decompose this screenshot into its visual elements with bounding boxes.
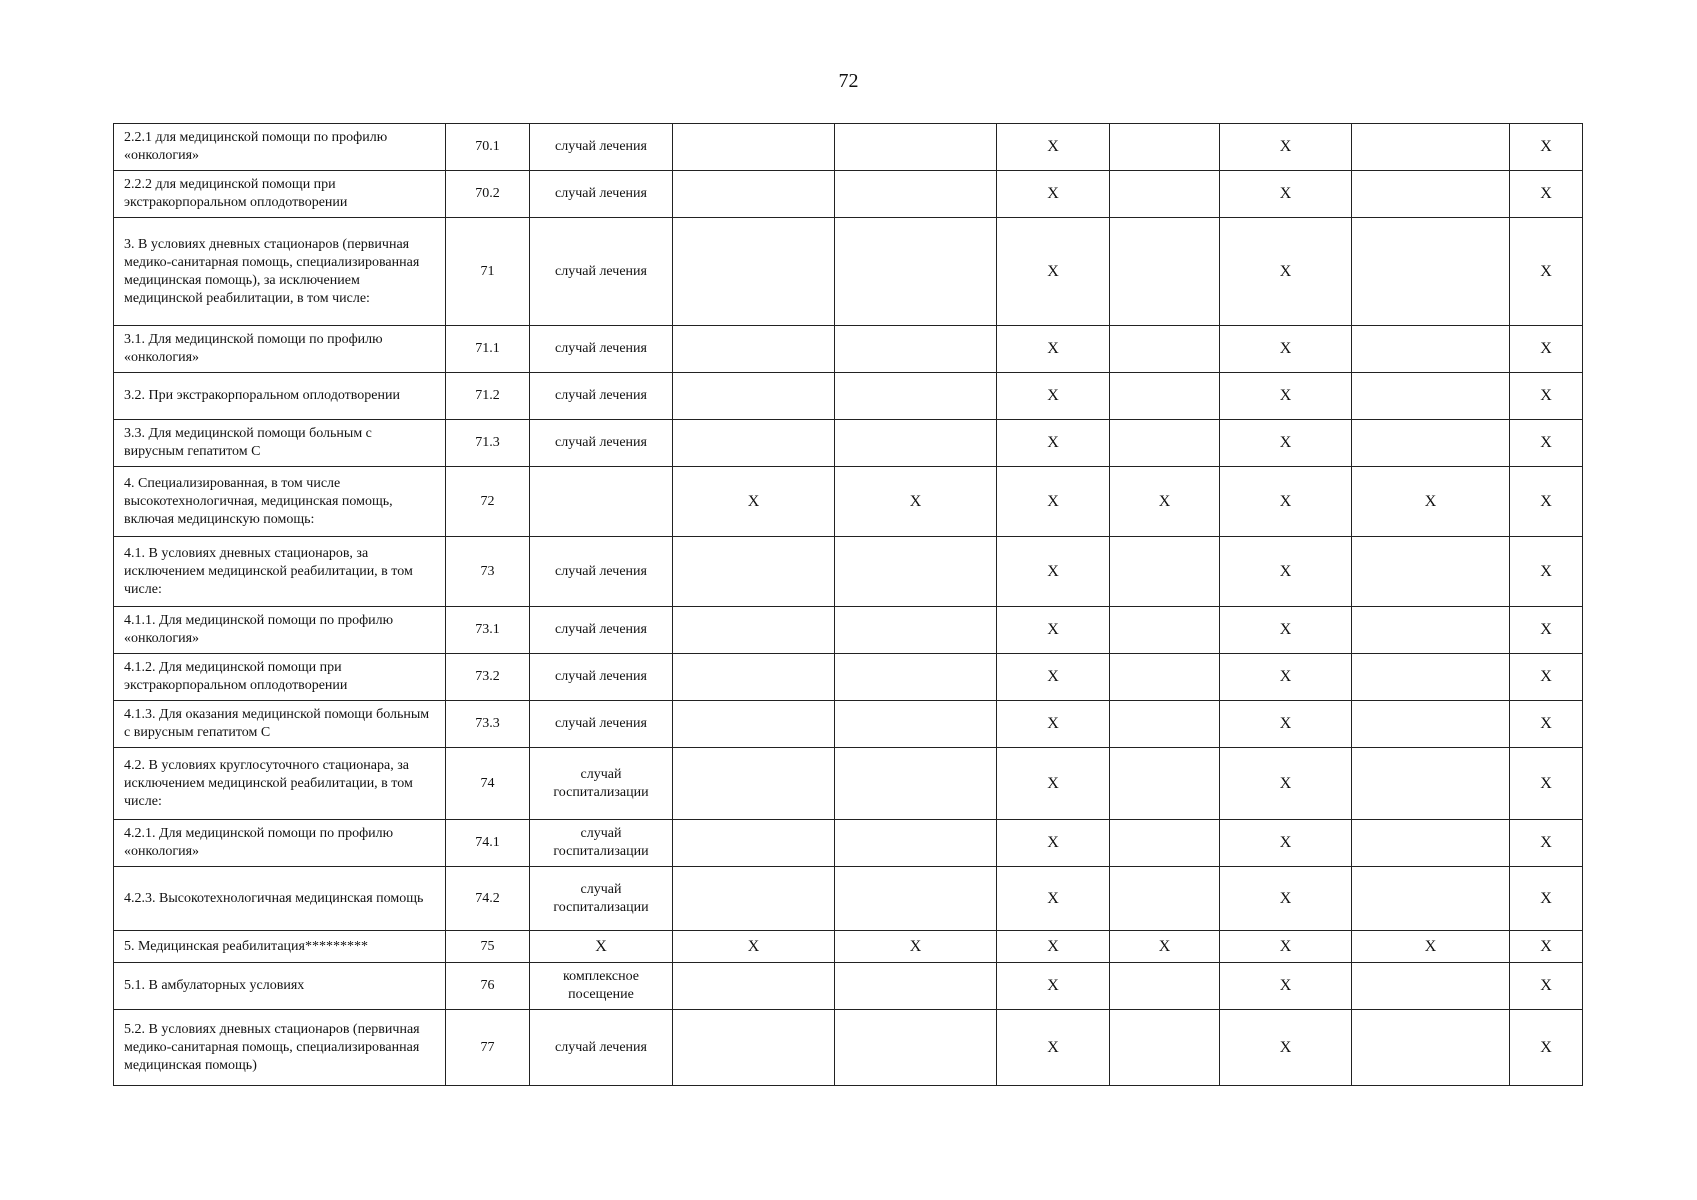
row-value-cell: [1110, 171, 1220, 218]
row-value-cell: X: [1510, 420, 1583, 467]
row-value-cell: [835, 373, 997, 420]
row-value-cell: [1110, 820, 1220, 867]
row-value-cell: [1110, 537, 1220, 607]
row-value-cell: X: [997, 171, 1110, 218]
row-value-cell: [835, 701, 997, 748]
row-value-cell: X: [997, 748, 1110, 820]
row-value-cell: [673, 218, 835, 326]
data-table: [113, 123, 1583, 1086]
row-value-cell: X: [1220, 1010, 1352, 1086]
row-value-cell: [835, 420, 997, 467]
row-code-cell: 73.2: [446, 654, 530, 701]
row-value-cell: X: [835, 931, 997, 963]
row-value-cell: [1352, 701, 1510, 748]
row-value-cell: X: [1510, 607, 1583, 654]
row-value-cell: [835, 537, 997, 607]
row-value-cell: [1352, 607, 1510, 654]
table-row: [114, 326, 1583, 373]
row-unit-cell: случай лечения: [530, 420, 673, 467]
row-value-cell: [673, 820, 835, 867]
page-number: 72: [838, 70, 859, 92]
row-value-cell: [835, 748, 997, 820]
row-value-cell: X: [1510, 218, 1583, 326]
row-unit-cell: случай лечения: [530, 124, 673, 171]
row-value-cell: [673, 701, 835, 748]
row-unit-cell: [530, 467, 673, 537]
table-row: [114, 963, 1583, 1010]
row-value-cell: X: [1510, 1010, 1583, 1086]
row-value-cell: [1110, 373, 1220, 420]
row-value-cell: X: [1220, 467, 1352, 537]
row-value-cell: [1352, 654, 1510, 701]
row-value-cell: X: [1220, 820, 1352, 867]
row-value-cell: X: [997, 218, 1110, 326]
row-value-cell: X: [1110, 467, 1220, 537]
row-value-cell: [673, 748, 835, 820]
row-value-cell: [1110, 963, 1220, 1010]
row-value-cell: [1110, 701, 1220, 748]
row-value-cell: [835, 607, 997, 654]
row-value-cell: X: [1220, 537, 1352, 607]
row-value-cell: [835, 326, 997, 373]
row-code-cell: 73: [446, 537, 530, 607]
row-code-cell: 71: [446, 218, 530, 326]
row-value-cell: [673, 963, 835, 1010]
row-value-cell: [1110, 326, 1220, 373]
row-name-cell: 4.2. В условиях круглосуточного стационара, за исключением медицинской реабилитации, в том числе:: [114, 748, 446, 820]
row-value-cell: [1352, 963, 1510, 1010]
row-value-cell: [1110, 748, 1220, 820]
table-row: [114, 820, 1583, 867]
row-value-cell: X: [1510, 701, 1583, 748]
row-value-cell: [673, 654, 835, 701]
row-value-cell: [835, 820, 997, 867]
row-value-cell: [1352, 326, 1510, 373]
table-row: [114, 420, 1583, 467]
row-value-cell: X: [1220, 701, 1352, 748]
row-value-cell: X: [997, 820, 1110, 867]
table-row: [114, 867, 1583, 931]
row-value-cell: X: [1510, 748, 1583, 820]
row-value-cell: [1352, 124, 1510, 171]
row-value-cell: X: [1220, 326, 1352, 373]
row-value-cell: [1110, 124, 1220, 171]
row-value-cell: X: [1220, 867, 1352, 931]
row-code-cell: 73.3: [446, 701, 530, 748]
row-value-cell: X: [1220, 607, 1352, 654]
table-row: [114, 931, 1583, 963]
row-unit-cell: случай лечения: [530, 171, 673, 218]
row-value-cell: X: [1510, 373, 1583, 420]
row-value-cell: X: [1220, 218, 1352, 326]
row-value-cell: X: [1220, 124, 1352, 171]
row-value-cell: [1110, 654, 1220, 701]
row-unit-cell: случай лечения: [530, 218, 673, 326]
row-value-cell: [1110, 420, 1220, 467]
table-row: [114, 701, 1583, 748]
row-value-cell: X: [835, 467, 997, 537]
row-name-cell: 4.1.2. Для медицинской помощи при экстракорпоральном оплодотворении: [114, 654, 446, 701]
row-value-cell: X: [1220, 748, 1352, 820]
row-unit-cell: случай лечения: [530, 654, 673, 701]
row-value-cell: X: [1510, 467, 1583, 537]
row-value-cell: X: [1352, 931, 1510, 963]
row-value-cell: [673, 867, 835, 931]
row-unit-cell: случай лечения: [530, 373, 673, 420]
row-unit-cell: случай лечения: [530, 537, 673, 607]
row-code-cell: 71.2: [446, 373, 530, 420]
row-value-cell: X: [997, 931, 1110, 963]
row-code-cell: 71.1: [446, 326, 530, 373]
row-value-cell: [1352, 820, 1510, 867]
row-code-cell: 74.1: [446, 820, 530, 867]
table-row: [114, 537, 1583, 607]
row-name-cell: 2.2.2 для медицинской помощи при экстракорпоральном оплодотворении: [114, 171, 446, 218]
row-value-cell: X: [997, 654, 1110, 701]
table-row: [114, 171, 1583, 218]
row-unit-cell: случай лечения: [530, 607, 673, 654]
row-unit-cell: случай лечения: [530, 1010, 673, 1086]
row-value-cell: [835, 171, 997, 218]
row-value-cell: X: [997, 963, 1110, 1010]
row-value-cell: X: [1510, 124, 1583, 171]
row-code-cell: 70.2: [446, 171, 530, 218]
row-name-cell: 4.1.3. Для оказания медицинской помощи больным с вирусным гепатитом С: [114, 701, 446, 748]
table-row: [114, 467, 1583, 537]
table-row: [114, 654, 1583, 701]
row-name-cell: 5. Медицинская реабилитация*********: [114, 931, 446, 963]
row-code-cell: 70.1: [446, 124, 530, 171]
row-value-cell: X: [997, 467, 1110, 537]
row-value-cell: X: [1110, 931, 1220, 963]
row-name-cell: 2.2.1 для медицинской помощи по профилю «онкология»: [114, 124, 446, 171]
row-code-cell: 77: [446, 1010, 530, 1086]
row-value-cell: [1110, 1010, 1220, 1086]
row-value-cell: [835, 1010, 997, 1086]
table-row: [114, 1010, 1583, 1086]
row-code-cell: 72: [446, 467, 530, 537]
row-value-cell: [835, 124, 997, 171]
row-value-cell: X: [997, 607, 1110, 654]
row-unit-cell: комплексное посещение: [530, 963, 673, 1010]
row-name-cell: 4.2.3. Высокотехнологичная медицинская помощь: [114, 867, 446, 931]
row-code-cell: 74.2: [446, 867, 530, 931]
row-value-cell: [673, 1010, 835, 1086]
row-value-cell: X: [997, 867, 1110, 931]
row-value-cell: [835, 654, 997, 701]
row-value-cell: X: [1510, 326, 1583, 373]
row-value-cell: [1110, 607, 1220, 654]
row-value-cell: X: [1220, 931, 1352, 963]
row-value-cell: X: [997, 124, 1110, 171]
row-name-cell: 4.1. В условиях дневных стационаров, за исключением медицинской реабилитации, в том числе:: [114, 537, 446, 607]
row-unit-cell: случай лечения: [530, 326, 673, 373]
row-value-cell: X: [1510, 171, 1583, 218]
table-row: [114, 124, 1583, 171]
row-unit-cell: случай госпитализации: [530, 748, 673, 820]
row-value-cell: [1352, 373, 1510, 420]
row-value-cell: X: [1510, 867, 1583, 931]
table-row: [114, 607, 1583, 654]
row-name-cell: 4.1.1. Для медицинской помощи по профилю «онкология»: [114, 607, 446, 654]
row-value-cell: X: [997, 1010, 1110, 1086]
row-code-cell: 75: [446, 931, 530, 963]
row-value-cell: [673, 607, 835, 654]
row-value-cell: X: [1220, 420, 1352, 467]
row-value-cell: [835, 218, 997, 326]
row-unit-cell: случай госпитализации: [530, 820, 673, 867]
row-code-cell: 74: [446, 748, 530, 820]
table-row: [114, 748, 1583, 820]
row-code-cell: 71.3: [446, 420, 530, 467]
table-row: [114, 373, 1583, 420]
row-value-cell: X: [997, 373, 1110, 420]
row-value-cell: X: [1510, 820, 1583, 867]
row-value-cell: [1110, 218, 1220, 326]
row-unit-cell: случай госпитализации: [530, 867, 673, 931]
row-value-cell: [835, 867, 997, 931]
row-unit-cell: случай лечения: [530, 701, 673, 748]
row-value-cell: X: [1220, 373, 1352, 420]
row-value-cell: [1110, 867, 1220, 931]
row-value-cell: X: [1352, 467, 1510, 537]
row-value-cell: X: [1510, 537, 1583, 607]
row-value-cell: X: [673, 931, 835, 963]
row-value-cell: [1352, 537, 1510, 607]
row-name-cell: 3.2. При экстракорпоральном оплодотворении: [114, 373, 446, 420]
row-name-cell: 3. В условиях дневных стационаров (первичная медико-санитарная помощь, специализированная медицинская помощь), за исключением медицинской реабилитации, в том числе:: [114, 218, 446, 326]
row-name-cell: 4. Специализированная, в том числе высокотехнологичная, медицинская помощь, включая медицинскую помощь:: [114, 467, 446, 537]
row-value-cell: [1352, 171, 1510, 218]
row-value-cell: X: [1510, 654, 1583, 701]
row-unit-cell: X: [530, 931, 673, 963]
row-value-cell: X: [1220, 171, 1352, 218]
row-value-cell: [673, 124, 835, 171]
row-value-cell: [673, 537, 835, 607]
row-value-cell: [1352, 420, 1510, 467]
row-value-cell: X: [1510, 963, 1583, 1010]
row-value-cell: [673, 420, 835, 467]
row-value-cell: [835, 963, 997, 1010]
row-code-cell: 73.1: [446, 607, 530, 654]
row-value-cell: [673, 171, 835, 218]
row-code-cell: 76: [446, 963, 530, 1010]
row-value-cell: [1352, 218, 1510, 326]
row-name-cell: 3.3. Для медицинской помощи больным с вирусным гепатитом С: [114, 420, 446, 467]
row-name-cell: 3.1. Для медицинской помощи по профилю «онкология»: [114, 326, 446, 373]
row-value-cell: [1352, 867, 1510, 931]
row-value-cell: X: [1220, 654, 1352, 701]
row-value-cell: X: [673, 467, 835, 537]
row-value-cell: X: [1220, 963, 1352, 1010]
row-value-cell: X: [997, 701, 1110, 748]
row-name-cell: 4.2.1. Для медицинской помощи по профилю «онкология»: [114, 820, 446, 867]
row-name-cell: 5.2. В условиях дневных стационаров (первичная медико-санитарная помощь, специализированная медицинская помощь): [114, 1010, 446, 1086]
row-value-cell: [1352, 1010, 1510, 1086]
row-value-cell: [673, 373, 835, 420]
table-row: [114, 218, 1583, 326]
row-value-cell: X: [997, 537, 1110, 607]
row-value-cell: [673, 326, 835, 373]
row-value-cell: [1352, 748, 1510, 820]
row-name-cell: 5.1. В амбулаторных условиях: [114, 963, 446, 1010]
row-value-cell: X: [1510, 931, 1583, 963]
row-value-cell: X: [997, 420, 1110, 467]
row-value-cell: X: [997, 326, 1110, 373]
